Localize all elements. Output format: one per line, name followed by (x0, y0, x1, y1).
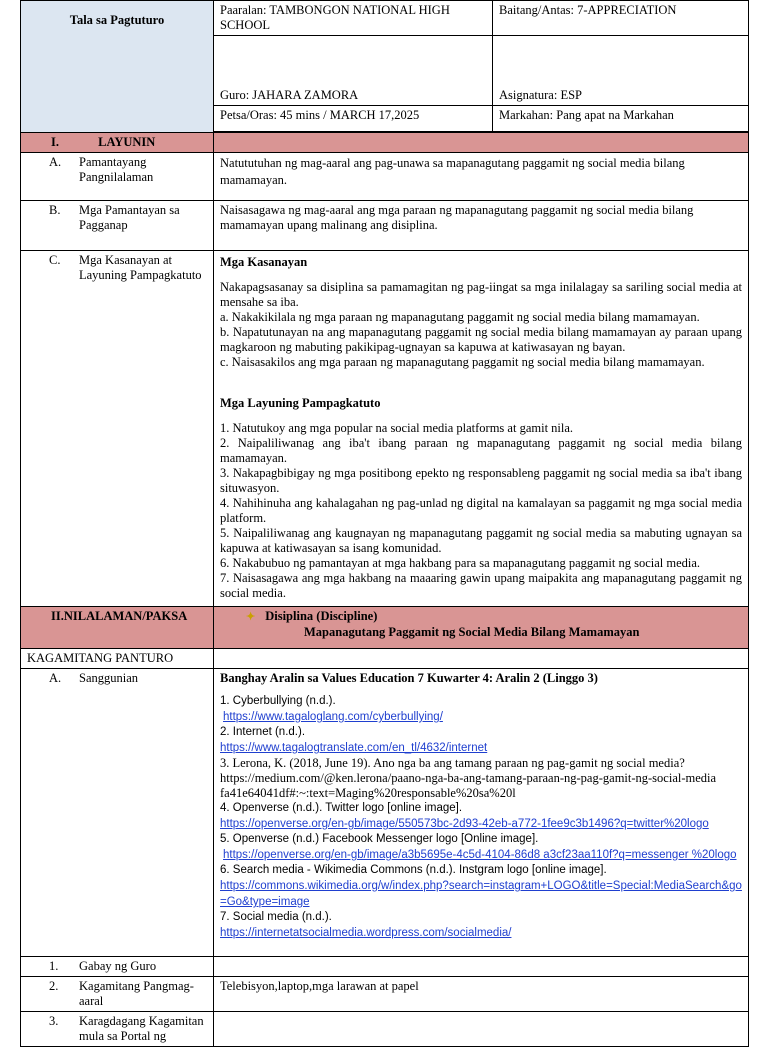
layunin-item: 5. Naipaliliwanag ang kaugnayan ng mapanagutang paggamit ng social media sa mabuting ugnayan sa kapuwa at katiwasayan sa isang komunidad. (220, 526, 742, 555)
sanggunian-cell (214, 669, 749, 957)
layunin-title: Mga Layuning Pampagkatuto (220, 396, 381, 410)
nilalaman-line2: Mapanagutang Paggamit ng Social Media Bilang Mamamayan (304, 625, 640, 639)
reference-item: 1. Cyberbullying (n.d.). (220, 695, 336, 707)
reference-link[interactable]: https://openverse.org/en-gb/image/550573bc-2d93-42eb-a772-1fee9c3b1496?q=twitter%20logo (220, 818, 709, 830)
kasanayan-intro: Nakapagsasanay sa disiplina sa pamamagitan ng pag-iingat sa mga inilalagay sa sariling social media at mensahe sa iba. (220, 280, 742, 309)
row-label: Sanggunian (79, 671, 139, 685)
date-field: Petsa/Oras: 45 mins / MARCH 17,2025 (214, 106, 493, 132)
reference-item: 6. Search media - Wikimedia Commons (n.d.). Instgram logo [online image]. (220, 864, 607, 876)
reference-item: 3. Lerona, K. (2018, June 19). Ano nga ba ang tamang paraan ng pag-gamit ng social media? https://medium.com/@ken.lerona/paano-nga-ba-ang-tamang-paraan-ng-pag-gamit-ng-social-media fa41e64041df#:~:text=Maging%20responsable%20sa%20l (220, 756, 717, 800)
row-letter: C. (49, 253, 61, 267)
plan-title: Tala sa Pagtuturo (21, 1, 214, 133)
layunin-item: 2. Naipaliliwanag ang iba't ibang paraan ng mapanagutang paggamit ng social media bilang mamamayan. (220, 436, 742, 465)
kasanayan-item: a. Nakakikilala ng mga paraan ng mapanagutang paggamit ng social media bilang mamamayan. (220, 310, 700, 324)
reference-title: Banghay Aralin sa Values Education 7 Kuwarter 4: Aralin 2 (Linggo 3) (220, 671, 598, 685)
row-letter: A. (49, 155, 62, 169)
row-label: Mga Kasanayan at Layuning Pampagkatuto (79, 253, 202, 282)
reference-item: 4. Openverse (n.d.). Twitter logo [online image]. (220, 802, 463, 814)
reference-item: 7. Social media (n.d.). (220, 911, 332, 923)
reference-link[interactable]: https://www.tagalogtranslate.com/en_tl/4632/internet (220, 742, 488, 754)
row-number: 2. (49, 979, 59, 993)
reference-link[interactable]: https://www.tagaloglang.com/cyberbullying/ (223, 711, 443, 723)
layunin-item: 1. Natutukoy ang mga popular na social media platforms at gamit nila. (220, 421, 574, 435)
section-number: I. (51, 135, 59, 149)
section-title: LAYUNIN (98, 135, 156, 149)
row-label: Kagamitang Pangmag-aaral (79, 979, 194, 1008)
reference-item: 5. Openverse (n.d.) Facebook Messenger logo [Online image]. (220, 833, 539, 845)
row-c-label (21, 251, 214, 607)
reference-item: 2. Internet (n.d.). (220, 726, 306, 738)
karagdagang-value-cell (214, 1012, 749, 1047)
row-letter: A. (49, 671, 62, 685)
row-label: Pamantayang Pangnilalaman (79, 155, 154, 184)
grade-field: Baitang/Antas: 7-APPRECIATION (493, 1, 749, 36)
reference-link[interactable]: https://openverse.org/en-gb/image/a3b5695e-4c5d-4104-86d8 a3cf23aa110f?q=messenger %20logo (223, 849, 737, 861)
row-letter: B. (49, 203, 61, 217)
nilalaman-line1: Disiplina (Discipline) (265, 609, 378, 623)
arrow-bullet-icon: ✦ (246, 611, 256, 623)
reference-link[interactable]: https://internetatsocialmedia.wordpress.com/socialmedia/ (220, 927, 512, 939)
kasanayan-title: Mga Kasanayan (220, 255, 308, 269)
row-b-label (21, 201, 214, 251)
row-label: Mga Pamantayan sa Pagganap (79, 203, 180, 232)
karagdagang-label-cell (21, 1012, 214, 1047)
pangmag-aaral-label-cell (21, 977, 214, 1012)
pamantayan-pagganap-text: Naisasagawa ng mag-aaral ang mga paraan ng mapanagutang paggamit ng social media bilang mamamayan upang malinang ang disiplina. (214, 201, 749, 251)
nilalaman-header: II.NILALAMAN/PAKSA (21, 607, 214, 649)
reference-link[interactable]: https://commons.wikimedia.org/w/index.php?search=instagram+LOGO&title=Special:MediaSearch&go=Go&type=image (220, 880, 742, 908)
layunin-item: 4. Nahihinuha ang kahalagahan ng pag-unlad ng digital na kamalayan sa paggamit ng mga social media platform. (220, 496, 742, 525)
pamantayang-pangnilalaman-text: Natututuhan ng mag-aaral ang pag-unawa sa mapanagutang paggamit ng social media bilang mamamayan. (214, 153, 749, 201)
row-number: 3. (49, 1014, 59, 1028)
section-layunin-header (21, 133, 214, 153)
gabay-label-cell (21, 957, 214, 977)
quarter-field: Markahan: Pang apat na Markahan (493, 106, 749, 132)
subject-field: Asignatura: ESP (493, 36, 749, 106)
row-label: Karagdagang Kagamitan mula sa Portal ng (79, 1014, 204, 1043)
row-label: Gabay ng Guro (79, 959, 157, 973)
nilalaman-content (214, 607, 749, 649)
layunin-item: 7. Naisasagawa ang mga hakbang na maaaring gawin upang maipakita ang mapanagutang paggamit ng social media. (220, 571, 742, 600)
row-number: 1. (49, 959, 59, 973)
layunin-item: 6. Nakabubuo ng pamantayan at mga hakbang para sa mapanagutang paggamit ng social media. (220, 556, 701, 570)
gabay-value-cell (214, 957, 749, 977)
kasanayan-item: b. Napatutunayan na ang mapanagutang paggamit ng social media bilang mamamayan ay paraan upang magkaroon ng mabuting pakikipag-ugnayan sa kapuwa at katiwasayan ng bayan. (220, 325, 742, 354)
teacher-field: Guro: JAHARA ZAMORA (214, 36, 493, 106)
kagamitan-header-fill (214, 649, 749, 669)
row-a-label (21, 153, 214, 201)
pangmag-aaral-value: Telebisyon,laptop,mga larawan at papel (214, 977, 749, 1012)
sanggunian-label-cell (21, 669, 214, 957)
layunin-item: 3. Nakapagbibigay ng mga positibong epekto ng responsableng paggamit ng social media sa iba't ibang situwasyon. (220, 466, 742, 495)
lesson-plan-page (20, 0, 748, 1047)
school-field: Paaralan: TAMBONGON NATIONAL HIGH SCHOOL (214, 1, 493, 36)
kasanayan-item: c. Naisasakilos ang mga paraan ng mapanagutang paggamit ng social media bilang mamamayan. (220, 355, 705, 369)
kagamitan-header: KAGAMITANG PANTURO (21, 649, 214, 669)
kasanayan-cell (214, 251, 749, 607)
lesson-plan-table (20, 0, 749, 1047)
section-layunin-fill (214, 133, 749, 153)
